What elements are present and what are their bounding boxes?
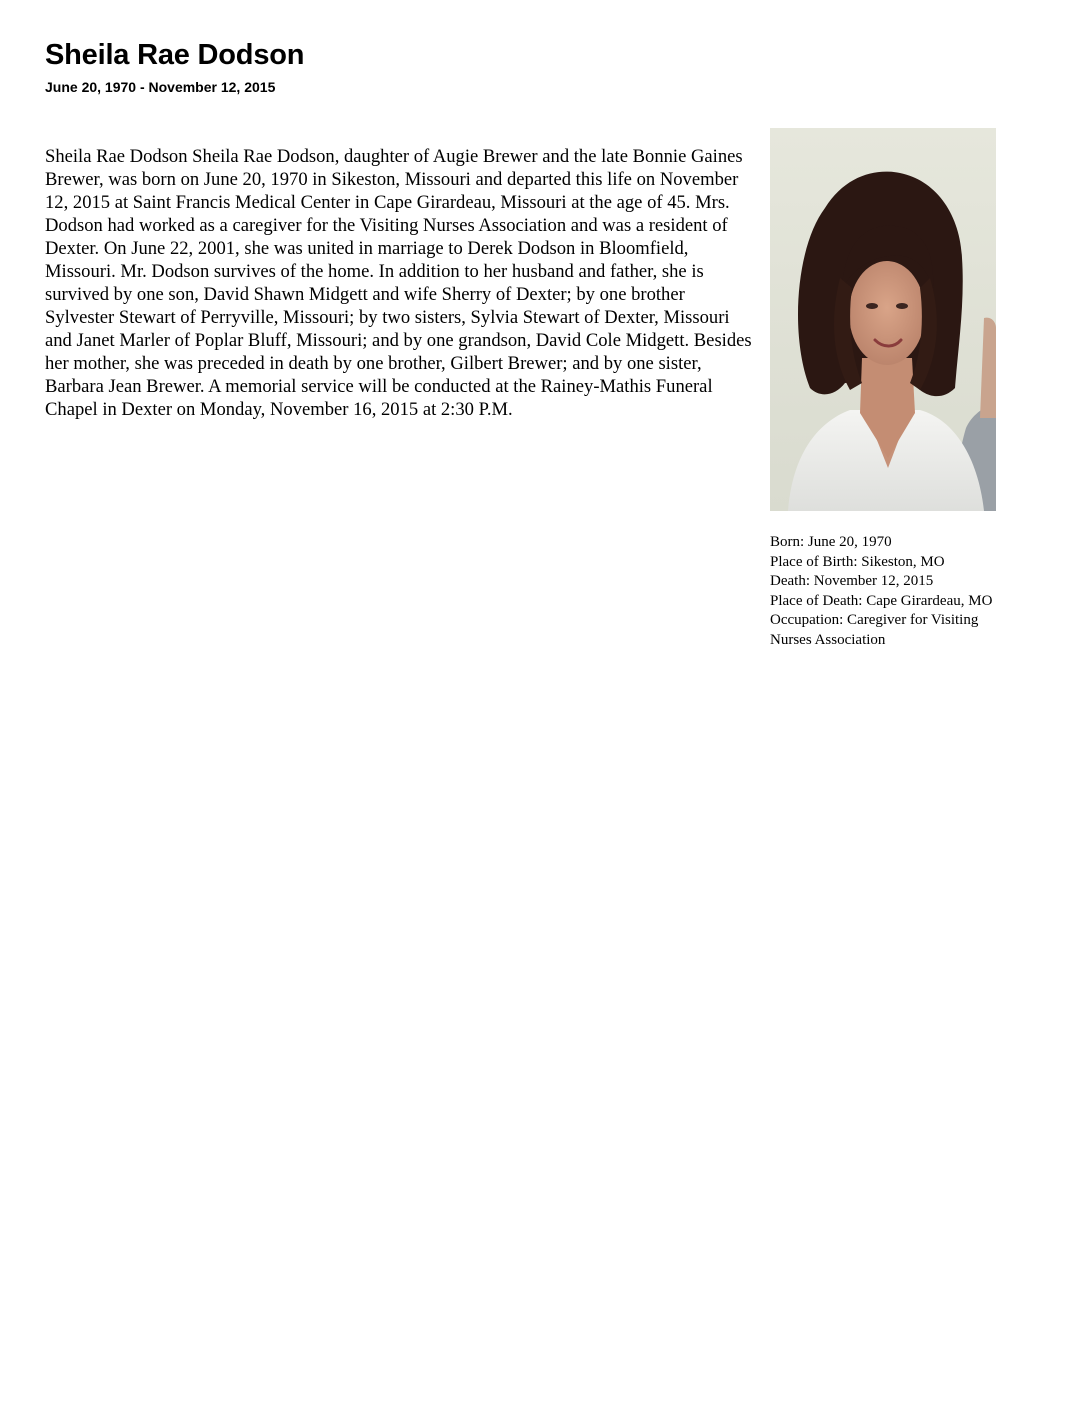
- fact-place-of-birth: Place of Birth: Sikeston, MO: [770, 553, 945, 570]
- fact-born: Born: June 20, 1970: [770, 534, 892, 550]
- fact-place-of-death: Place of Death: Cape Girardeau, MO: [770, 592, 993, 609]
- page-title: Sheila Rae Dodson: [45, 39, 305, 71]
- obituary-body: Sheila Rae Dodson Sheila Rae Dodson, daughter of Augie Brewer and the late Bonnie Gaines Brewer, was born on June 20, 1970 in Sikeston, Missouri and departed this life on November 12, 2015 at Saint Francis Medical Center in Cape Girardeau, Missouri at the age of 45. Mrs. Dodson had worked as a caregiver for the Visiting Nurses Association and was a resident of Dexter. On June 22, 2001, she was united in marriage to Derek Dodson in Bloomfield, Missouri. Mr. Dodson survives of the home. In addition to her husband and father, she is survived by one son, David Shawn Midgett and wife Sherry of Dexter; by one brother Sylvester Stewart of Perryville, Missouri; by two sisters, Sylvia Stewart of Dexter, Missouri and Janet Marler of Poplar Bluff, Missouri; and by one grandson, David Cole Midgett. Besides her mother, she was preceded in death by one brother, Gilbert Brewer; and by one sister, Barbara Jean Brewer. A memorial service will be conducted at the Rainey-Mathis Funeral Chapel in Dexter on Monday, November 16, 2015 at 2:30 P.M.: [45, 146, 752, 420]
- portrait-photo: [770, 128, 996, 511]
- life-date-range: June 20, 1970 - November 12, 2015: [45, 79, 276, 95]
- fact-occupation: Occupation: Caregiver for Visiting Nurses Association: [770, 612, 979, 648]
- facts-list: [770, 533, 1010, 650]
- fact-death: Death: November 12, 2015: [770, 573, 934, 589]
